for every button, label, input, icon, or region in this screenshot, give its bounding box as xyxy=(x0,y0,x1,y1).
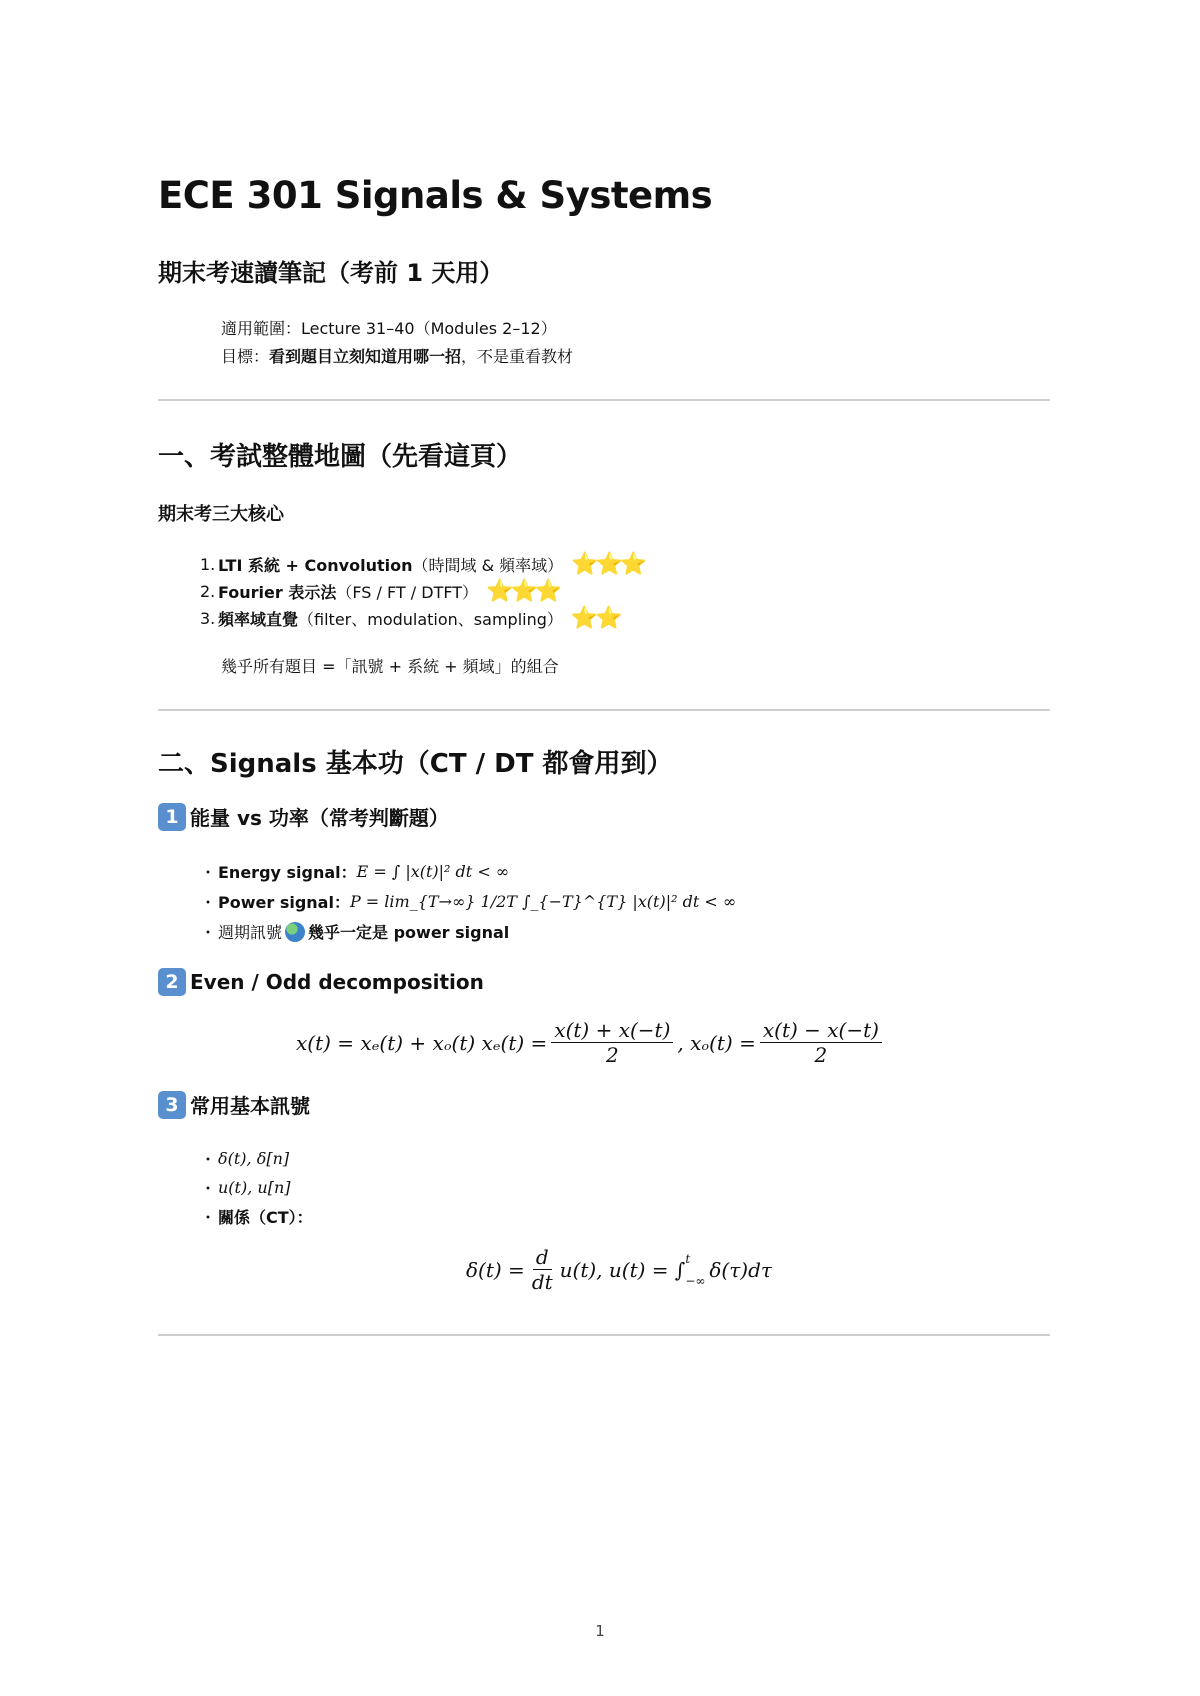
scope-line: 適用範圍：Lecture 31–40（Modules 2–12） xyxy=(221,319,557,338)
section1-heading: 一、考試整體地圖（先看這頁） xyxy=(158,442,523,472)
even-odd-equation: x(t) = xₑ(t) + xₒ(t) xₑ(t) = $\frac{x(t) + x(-t)}{2}$ , xₒ(t) = $\frac{x(t) - x(-t)}{2}$ xyxy=(296,1018,886,1067)
list-item: ・ Energy signal： E = ∫ |x(t)|² dt < ∞ xyxy=(200,862,510,882)
star-icon: ⭐⭐⭐ xyxy=(486,579,560,604)
document-title: ECE 301 Signals & Systems xyxy=(158,174,713,217)
keycap-3-icon: 3 xyxy=(158,1091,186,1119)
list-item: ・ 關係（CT）： xyxy=(200,1208,313,1227)
globe-icon xyxy=(285,922,305,942)
section1-note: 幾乎所有題目 =「訊號 + 系統 + 頻域」的組合 xyxy=(221,657,559,676)
divider xyxy=(158,399,1050,401)
divider xyxy=(158,709,1050,711)
document-subtitle: 期末考速讀筆記（考前 1 天用） xyxy=(158,259,504,287)
subsection-basic-signals: 3 常用基本訊號 xyxy=(158,1090,310,1119)
section1-subheading: 期末考三大核心 xyxy=(158,504,284,525)
list-item: 3. 頻率域直覺 （filter、modulation、sampling） ⭐⭐ xyxy=(200,606,620,631)
keycap-2-icon: 2 xyxy=(158,968,186,996)
goal-rest: ，不是重看教材 xyxy=(461,347,574,366)
list-item: ・ 週期訊號 幾乎一定是 power signal xyxy=(200,923,510,942)
subsection-even-odd: 2 Even / Odd decomposition xyxy=(158,968,484,996)
keycap-1-icon: 1 xyxy=(158,803,186,831)
list-item: ・ u(t), u[n] xyxy=(200,1178,291,1198)
star-icon: ⭐⭐ xyxy=(570,606,620,631)
star-icon: ⭐⭐⭐ xyxy=(571,552,645,577)
list-item: ・ δ(t), δ[n] xyxy=(200,1149,290,1169)
page-number: 1 xyxy=(595,1622,605,1640)
section2-heading: 二、Signals 基本功（CT / DT 都會用到） xyxy=(158,749,673,779)
goal-label: 目標： xyxy=(221,347,270,366)
goal-bold: 看到題目立刻知道用哪一招 xyxy=(269,347,462,366)
list-item: ・ Power signal： P = lim_{T→∞} 1/2T ∫_{−T}^{T} |x(t)|² dt < ∞ xyxy=(200,892,737,912)
subsection-energy-power: 1 能量 vs 功率（常考判斷題） xyxy=(158,802,449,831)
divider xyxy=(158,1334,1050,1336)
goal-line xyxy=(221,344,573,367)
list-item: 1. LTI 系統 + Convolution （時間域 & 頻率域） ⭐⭐⭐ xyxy=(200,552,645,577)
delta-step-equation: δ(t) = $\frac{d}{dt}$ u(t), u(t) = ∫ t −∞ δ(τ)dτ xyxy=(466,1245,772,1294)
list-item: 2. Fourier 表示法 （FS / FT / DTFT） ⭐⭐⭐ xyxy=(200,579,560,604)
